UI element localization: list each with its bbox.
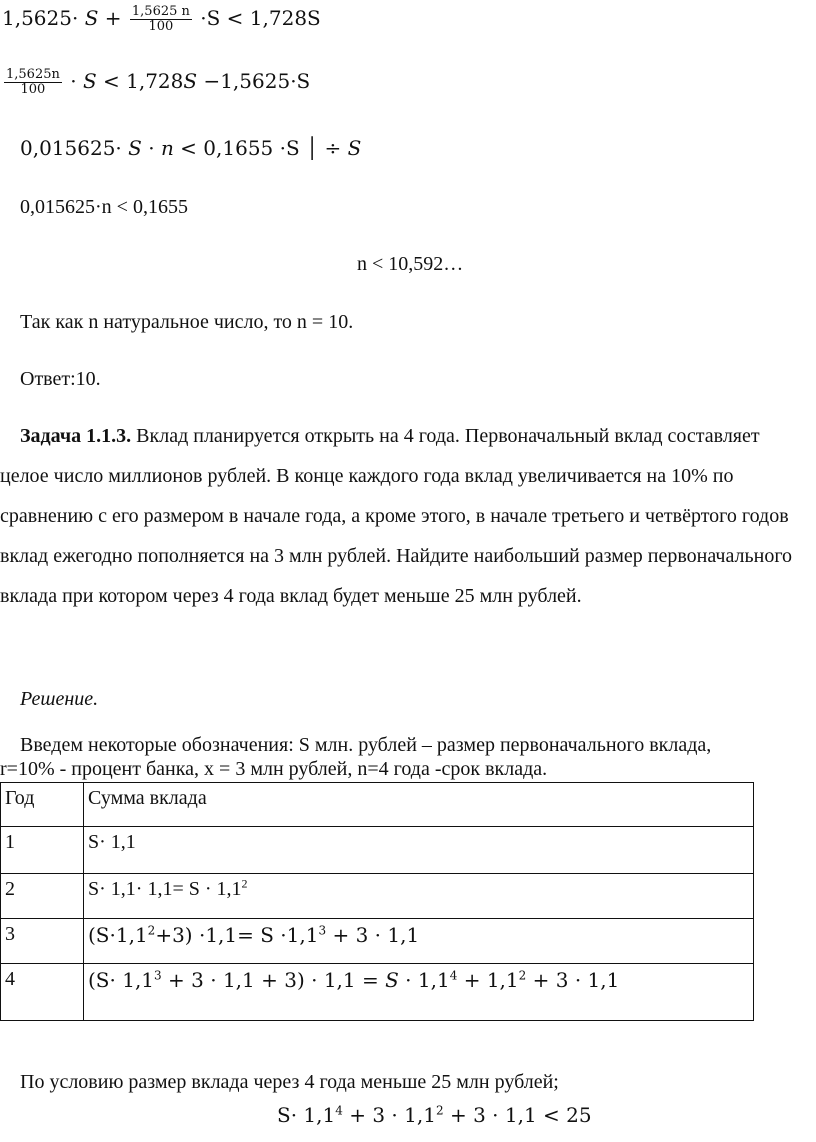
amount-part: · 1,1 xyxy=(398,968,450,992)
exponent: 2 xyxy=(241,876,248,891)
row-year: 4 xyxy=(1,964,84,1021)
intro-line-1: Введем некоторые обозначения: S млн. рублей – размер первоначального вклада, xyxy=(20,734,712,756)
eq1-part: S < 1,728S xyxy=(206,6,321,30)
equation-5: n < 10,592… xyxy=(357,253,464,275)
equation-2 xyxy=(2,68,310,97)
equation-4: 0,015625·n < 0,1655 xyxy=(20,196,188,218)
eq2-part: · xyxy=(63,69,83,93)
eq2-variable: S xyxy=(183,69,198,93)
task-label: Задача 1.1.3. xyxy=(20,425,132,447)
intro-line-2: r=10% - процент банка, x = 3 млн рублей, n=4 года -срок вклада. xyxy=(0,758,548,780)
amount-part: +3) ·1,1= S ·1,1 xyxy=(155,923,319,947)
eq3-part: < 0,1655 ·S │ ÷ xyxy=(173,136,348,160)
condition-text: По условию размер вклада через 4 года меньше 25 млн рублей; xyxy=(20,1071,559,1093)
table-row xyxy=(1,827,754,874)
eq2-fraction xyxy=(4,68,62,97)
amount-part: + 3 · 1,1 xyxy=(326,923,420,947)
table-row xyxy=(1,874,754,919)
final-inequality xyxy=(277,1103,592,1127)
amount-variable: S xyxy=(385,968,399,992)
solution-label: Решение. xyxy=(20,688,99,710)
eq1-part: + xyxy=(98,6,128,30)
final-part: + 3 · 1,1 < 25 xyxy=(443,1103,592,1127)
task-text: Вклад планируется открыть на 4 года. Первоначальный вклад составляет целое число миллионов рублей. В конце каждого года вклад увеличивается на 10% по сравнению с его размером в начале года, а кроме этого, в начале третьего и четвёртого годов вклад ежегодно пополняется на 3 млн рублей. Найдите наибольший размер первоначального вклада при котором через 4 года вклад будет меньше 25 млн рублей. xyxy=(0,425,793,607)
amount-part: + 3 · 1,1 + 3) · 1,1 = xyxy=(161,968,386,992)
table-row xyxy=(1,919,754,964)
amount-part: S· 1,1· 1,1= S · 1,1 xyxy=(88,878,242,900)
equation-1 xyxy=(2,5,321,34)
deposit-table xyxy=(0,782,754,1021)
eq3-variable: S xyxy=(128,136,142,160)
exponent: 3 xyxy=(154,968,162,983)
eq1-part: 1,5625· xyxy=(2,6,85,30)
eq2-part: < 1,728 xyxy=(96,69,184,93)
answer: Ответ:10. xyxy=(20,368,101,390)
row-year: 1 xyxy=(1,827,84,874)
row-year: 3 xyxy=(1,919,84,964)
eq3-part: 0,015625· xyxy=(20,136,129,160)
amount-part: S· 1,1 xyxy=(88,831,136,853)
table-header-row xyxy=(1,783,754,827)
eq2-variable: S xyxy=(82,69,97,93)
amount-part: (S·1,1 xyxy=(88,923,148,947)
exponent: 2 xyxy=(435,1103,444,1118)
row-amount xyxy=(84,827,754,874)
header-amount: Сумма вклада xyxy=(84,783,754,827)
row-amount xyxy=(84,874,754,919)
exponent: 3 xyxy=(318,923,327,938)
task-paragraph xyxy=(0,416,812,616)
exponent: 4 xyxy=(335,1103,343,1118)
eq1-denominator: 100 xyxy=(148,19,174,34)
row-amount xyxy=(84,964,754,1021)
eq2-numerator: 1,5625n xyxy=(6,67,60,82)
row-year: 2 xyxy=(1,874,84,919)
header-year: Год xyxy=(1,783,84,827)
amount-part: + 1,1 xyxy=(457,968,519,992)
eq3-part: · xyxy=(141,136,161,160)
exponent: 2 xyxy=(147,923,156,938)
amount-part: + 3 · 1,1 xyxy=(526,968,620,992)
eq1-fraction xyxy=(130,5,192,34)
eq3-variable: n xyxy=(160,136,174,160)
eq3-variable: S xyxy=(347,136,362,160)
final-part: S· 1,1 xyxy=(277,1103,336,1127)
equation-3 xyxy=(20,136,361,160)
eq1-numerator: 1,5625 n xyxy=(131,4,190,19)
table-row xyxy=(1,964,754,1021)
natural-number-note: Так как n натуральное число, то n = 10. xyxy=(20,311,354,333)
row-amount xyxy=(84,919,754,964)
exponent: 4 xyxy=(449,968,458,983)
eq2-part: −1,5625·S xyxy=(197,69,311,93)
eq1-part: · xyxy=(193,6,207,30)
eq1-variable: S xyxy=(84,6,99,30)
amount-part: (S· 1,1 xyxy=(88,968,155,992)
final-part: + 3 · 1,1 xyxy=(342,1103,436,1127)
eq2-denominator: 100 xyxy=(20,82,46,97)
exponent: 2 xyxy=(518,968,527,983)
